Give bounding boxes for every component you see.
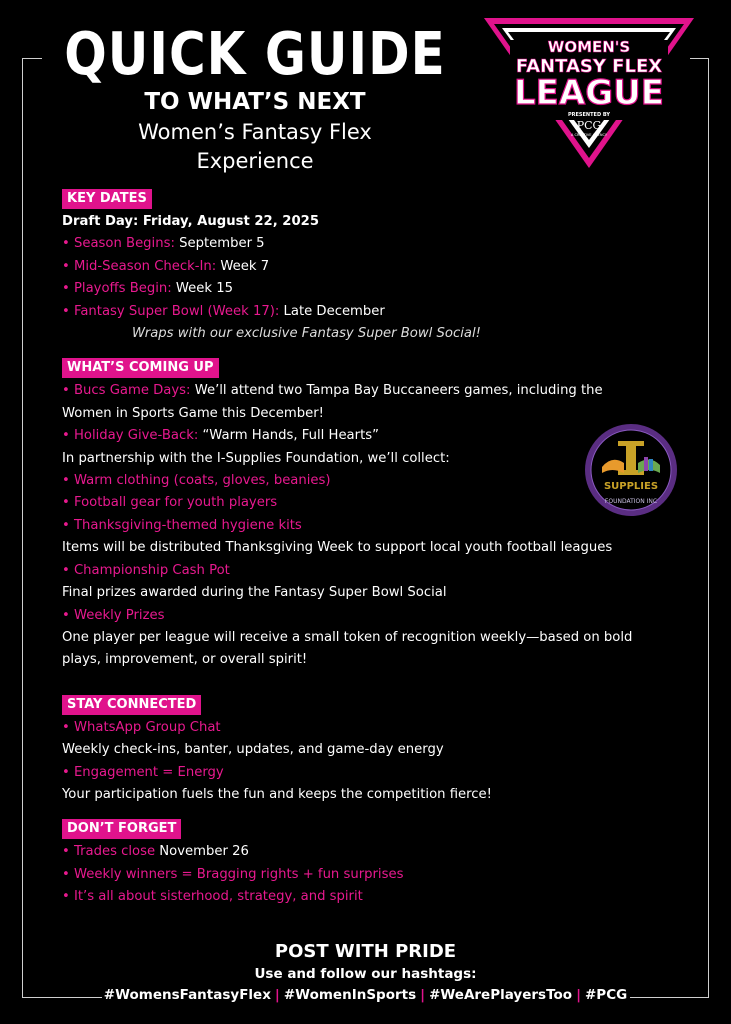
tagline-line-1: Women’s Fantasy Flex [138,120,372,144]
hashtag-separator: | [576,987,581,1003]
collect-item: • Warm clothing (coats, gloves, beanies) [62,473,331,489]
date-label: • Mid-Season Check-In: [62,258,217,274]
logo-line-3: LEAGUE [514,73,664,113]
whatsapp-text: Weekly check-ins, banter, updates, and game-day energy [62,742,444,758]
hashtag[interactable]: #WomenInSports [283,987,417,1003]
date-value: Week 15 [171,281,233,297]
date-item [62,233,672,255]
holiday-text: “Warm Hands, Full Hearts” [198,428,379,444]
trades-value: November 26 [155,844,249,860]
hashtag-separator: | [420,987,426,1003]
holiday-label: • Holiday Give-Back: [62,428,199,444]
weekly-prizes-label: • Weekly Prizes [62,607,165,623]
cash-pot-text: Final prizes awarded during the Fantasy Super Bowl Social [62,585,447,601]
engagement-label: • Engagement = Energy [62,764,224,780]
date-value: Late December [279,303,385,319]
collect-item: • Football gear for youth players [62,495,278,511]
date-label: • Playoffs Begin: [62,281,172,297]
cash-pot-label: • Championship Cash Pot [62,562,230,578]
stay-connected-section [62,694,672,807]
date-value: Week 7 [216,258,270,274]
trades-item [62,841,672,863]
whatsapp-label: • WhatsApp Group Chat [62,719,221,735]
tagline-line-2: Experience [196,149,314,173]
hashtag[interactable]: #WomensFantasyFlex [103,987,271,1003]
page-title: QUICK GUIDE [64,19,446,89]
key-dates-heading: KEY DATES [62,189,152,209]
isupplies-logo [584,423,678,517]
stay-connected-heading: STAY CONNECTED [62,695,201,715]
frame-left [22,58,23,998]
footer [0,940,731,1006]
hashtag[interactable]: #WeArePlayersToo [429,987,573,1003]
bucs-item [62,380,672,402]
isupplies-sub: FOUNDATION INC [604,498,658,505]
weekly-prizes-text-2: plays, improvement, or overall spirit! [62,652,308,668]
date-item [62,301,672,323]
distributed-text: Items will be distributed Thanksgiving Week to support local youth football leagues [62,540,613,556]
reminder-item: • It’s all about sisterhood, strategy, and spirit [62,889,363,905]
page-subtitle: TO WHAT’S NEXT [144,89,366,115]
key-dates-section [62,188,672,345]
hashtag-row [0,984,731,1006]
hashtag[interactable]: #PCG [585,987,628,1003]
bucs-text: We’ll attend two Tampa Bay Buccaneers games, including the [190,383,603,399]
league-logo [480,12,698,172]
draft-day: Draft Day: Friday, August 22, 2025 [62,214,319,229]
super-bowl-note: Wraps with our exclusive Fantasy Super Bowl Social! [132,326,481,342]
bucs-label: • Bucs Game Days: [62,383,191,399]
date-value: September 5 [174,236,265,252]
partnership-text: In partnership with the I-Supplies Foundation, we’ll collect: [62,450,450,466]
footer-subtitle: Use and follow our hashtags: [254,966,477,982]
holiday-item [62,425,672,447]
engagement-text: Your participation fuels the fun and keeps the competition fierce! [62,786,492,802]
date-item [62,256,672,278]
coming-up-section [62,357,672,671]
isupplies-name: SUPPLIES [603,481,659,492]
weekly-prizes-text-1: One player per league will receive a small token of recognition weekly—based on bold [62,629,633,645]
dont-forget-heading: DON’T FORGET [62,819,181,839]
frame-right [708,58,709,998]
bucs-text-2: Women in Sports Game this December! [62,405,324,421]
reminder-item: • Weekly winners = Bragging rights + fun surprises [62,866,404,882]
date-label: • Season Begins: [62,236,175,252]
date-item [62,278,672,300]
content [62,188,672,921]
hashtag-separator: | [274,987,280,1003]
footer-title: POST WITH PRIDE [274,941,457,962]
date-label: • Fantasy Super Bowl (Week 17): [62,303,280,319]
collect-item: • Thanksgiving-themed hygiene kits [62,517,302,533]
coming-up-heading: WHAT’S COMING UP [62,358,219,378]
trades-label: • Trades close [62,844,156,860]
header [40,19,470,174]
dont-forget-section [62,818,672,908]
logo-brand: PCG [576,119,602,132]
logo-presented: PRESENTED BY [567,112,611,118]
logo-line-1: WOMEN'S [547,38,631,56]
logo-line-2: FANTASY FLEX [515,56,663,77]
frame-top-left [22,58,42,59]
logo-agency: A CREATIVE AGENCY [571,133,607,137]
